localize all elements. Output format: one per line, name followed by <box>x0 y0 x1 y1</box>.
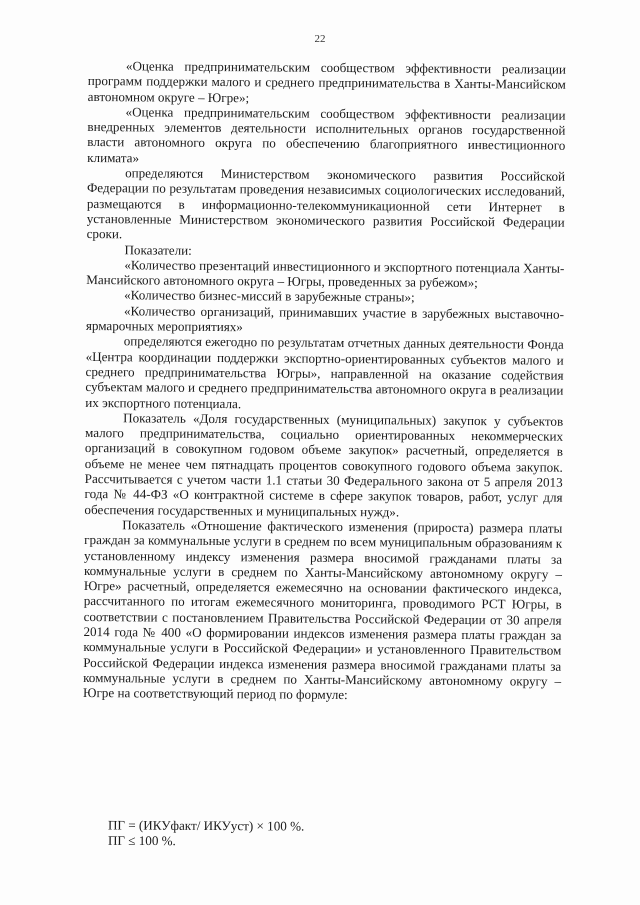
paragraph: определяются ежегодно по результатам отчетных данных деятельности Фонда «Центра координации поддержки экспортно-ориентированных субъектов малого и среднего предпринимательства Югры», направленной на оказание содействия субъектам малого и среднего предпринимательства автономного округа в реализации их экспортного потенциала. <box>85 333 564 411</box>
document-body <box>83 58 566 704</box>
paragraph: определяются Министерством экономического развития Российской Федерации по результатам проведения независимых социологических исследований, размещаются в информационно-телекоммуникационной сети Интернет в установленные Министерством экономического развития Российской Федерации сроки. <box>86 165 566 242</box>
paragraph-heading: Показатели: <box>124 241 192 258</box>
formula-line: ПГ ≤ 100 %. <box>107 832 176 849</box>
paragraph: Показатель «Доля государственных (муниципальных) закупок у субъектов малого предпринимательства, социально ориентированных некоммерческих организаций в совокупном годовом объеме закупок» расчетный, определяется в объеме не менее чем пятнадцать процентов совокупного годового объема закупок. Рассчитывается с учетом части 1.1 статьи 30 Федерального закона от 5 апреля 2013 года № 44-ФЗ «О контрактной системе в сфере закупок товаров, работ, услуг для обеспечения государственных и муниципальных нужд». <box>84 410 564 520</box>
paragraph: «Оценка предпринимательским сообществом эффективности реализации внедренных элементов деятельности исполнительных органов государственной власти автономного округа по обеспечению благоприятного инвестиционного климата» <box>87 104 566 166</box>
page-number: 22 <box>314 33 326 45</box>
paragraph: «Оценка предпринимательским сообществом эффективности реализации программ поддержки малого и среднего предпринимательства в Ханты-Мансийском автономном округе – Югре»; <box>87 58 566 105</box>
paragraph: «Количество презентаций инвестиционного и экспортного потенциала Ханты-Мансийского автономного округа – Югры, проведенных за рубежом»; <box>86 257 565 291</box>
paragraph: «Количество бизнес-миссий в зарубежные страны»; <box>124 287 415 306</box>
formula-line: ПГ = (ИКУфакт/ ИКУуст) × 100 %. <box>107 817 305 834</box>
paragraph: Показатель «Отношение фактического изменения (прироста) размера платы граждан за коммунальные услуги в среднем по всем муниципальным образованиям к установленному индексу изменения размера вносимой гражданами платы за коммунальные услуги в среднем по Ханты-Мансийскому автономному округу – Югре» расчетный, определяется ежемесячно на основании фактического индекса, рассчитанного по итогам ежемесячного мониторинга, проводимого РСТ Югры, в соответствии с постановлением Правительства Российской Федерации от 30 апреля 2014 года № 400 «О формировании индексов изменения размера платы граждан за коммунальные услуги в Российской Федерации» и установленного Правительством Российской Федерации индекса изменения размера вносимой гражданами платы за коммунальные услуги в среднем по Ханты-Мансийскому автономному округу – Югре на соответствующий период по формуле: <box>82 517 563 703</box>
paragraph: «Количество организаций, принимавших участие в зарубежных выставочно-ярмарочных мероприятиях» <box>85 303 565 335</box>
